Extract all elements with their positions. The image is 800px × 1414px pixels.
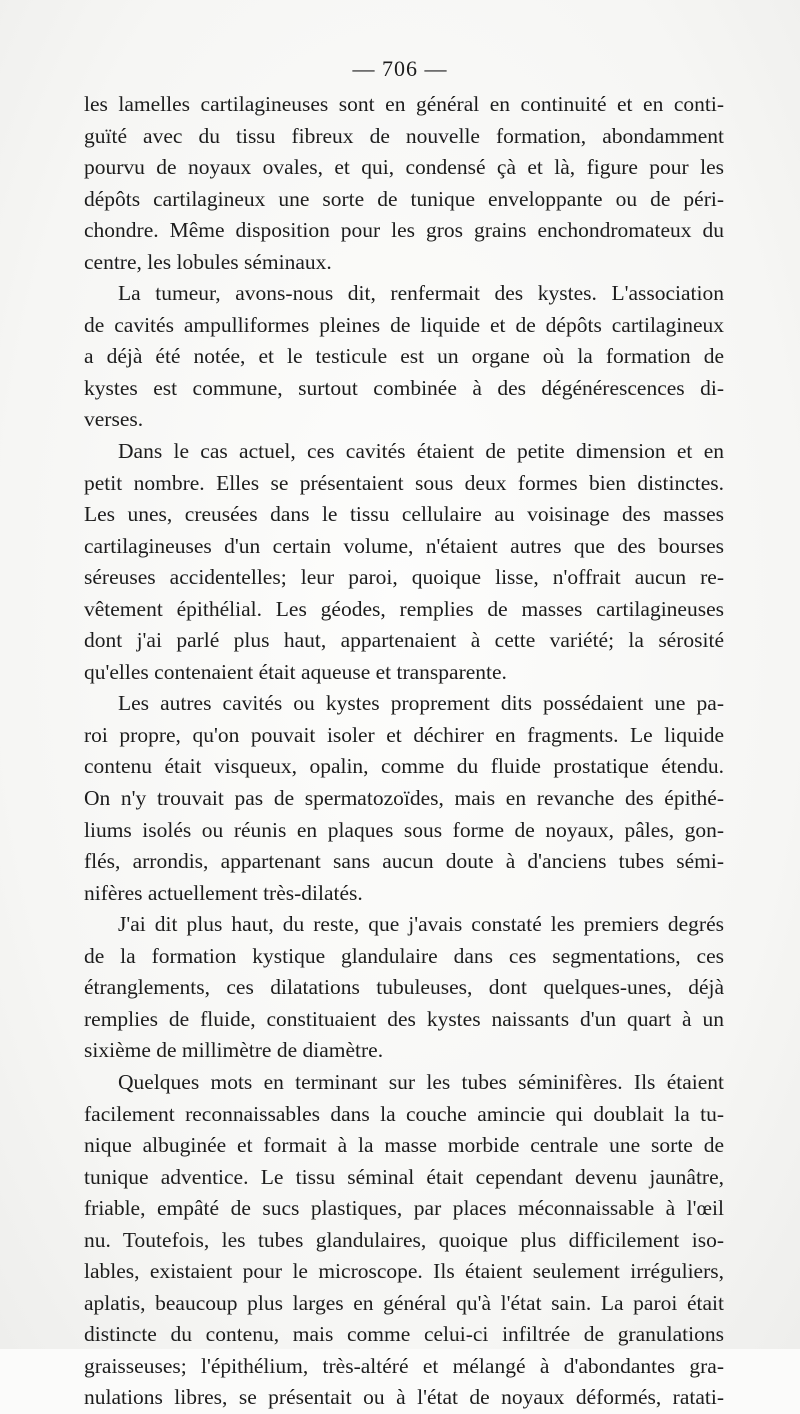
text-line: La tumeur, avons-nous dit, renfermait des kystes. L'association — [118, 281, 724, 306]
text-line: nulations libres, se présentait ou à l'état de noyaux déformés, ratati- — [84, 1385, 724, 1410]
body-text — [84, 89, 724, 1414]
text-line: sixième de millimètre de diamètre. — [84, 1038, 384, 1063]
text-line: contenu était visqueux, opalin, comme du fluide prostatique étendu. — [84, 754, 724, 779]
text-line: friable, empâté de sucs plastiques, par places méconnaissable à l'œil — [84, 1196, 724, 1221]
page-number: — 706 — — [352, 56, 448, 81]
text-line: On n'y trouvait pas de spermatozoïdes, mais en revanche des épithé- — [84, 786, 724, 811]
text-line: petit nombre. Elles se présentaient sous deux formes bien distinctes. — [84, 470, 724, 495]
text-line: aplatis, beaucoup plus larges en général qu'à l'état sain. La paroi était — [84, 1290, 724, 1315]
text-line: vêtement épithélial. Les géodes, remplies de masses cartilagineuses — [84, 596, 724, 621]
paragraph — [84, 1067, 724, 1414]
text-line: remplies de fluide, constituaient des kystes naissants d'un quart à un — [84, 1006, 724, 1031]
text-line: a déjà été notée, et le testicule est un organe où la formation de — [84, 344, 724, 369]
text-line: qu'elles contenaient était aqueuse et transparente. — [84, 659, 507, 684]
text-line: facilement reconnaissables dans la couche amincie qui doublait la tu- — [84, 1101, 724, 1126]
text-line: séreuses accidentelles; leur paroi, quoique lisse, n'offrait aucun re- — [84, 565, 724, 590]
text-line: flés, arrondis, appartenant sans aucun doute à d'anciens tubes sémi- — [84, 849, 724, 874]
text-line: Les unes, creusées dans le tissu cellulaire au voisinage des masses — [84, 502, 724, 527]
text-line: liums isolés ou réunis en plaques sous forme de noyaux, pâles, gon- — [84, 817, 724, 842]
text-line: étranglements, ces dilatations tubuleuses, dont quelques-unes, déjà — [84, 975, 724, 1000]
text-line: Les autres cavités ou kystes proprement dits possédaient une pa- — [118, 691, 724, 716]
text-line: lables, existaient pour le microscope. Ils étaient seulement irréguliers, — [84, 1259, 724, 1284]
text-line: dépôts cartilagineux une sorte de tunique enveloppante ou de péri- — [84, 186, 724, 211]
paragraph — [84, 909, 724, 1067]
text-line: Quelques mots en terminant sur les tubes séminifères. Ils étaient — [118, 1069, 724, 1094]
text-line: kystes est commune, surtout combinée à des dégénérescences di- — [84, 375, 724, 400]
paragraph — [84, 278, 724, 436]
text-line: guïté avec du tissu fibreux de nouvelle formation, abondamment — [84, 123, 724, 148]
text-line: pourvu de noyaux ovales, et qui, condensé çà et là, figure pour les — [84, 155, 724, 180]
text-line: nique albuginée et formait à la masse morbide centrale une sorte de — [84, 1133, 724, 1158]
paragraph — [84, 89, 724, 278]
text-line: dont j'ai parlé plus haut, appartenaient à cette variété; la sérosité — [84, 628, 724, 653]
text-line: nu. Toutefois, les tubes glandulaires, quoique plus difficilement iso- — [84, 1227, 724, 1252]
paragraph — [84, 688, 724, 909]
text-line: cartilagineuses d'un certain volume, n'étaient autres que des bourses — [84, 533, 724, 558]
text-line: centre, les lobules séminaux. — [84, 249, 332, 274]
text-line: J'ai dit plus haut, du reste, que j'avais constaté les premiers degrés — [118, 912, 724, 937]
text-line: nifères actuellement très-dilatés. — [84, 880, 363, 905]
text-line: de la formation kystique glandulaire dans ces segmentations, ces — [84, 943, 724, 968]
text-line: de cavités ampulliformes pleines de liquide et de dépôts cartilagineux — [84, 312, 724, 337]
text-line: graisseuses; l'épithélium, très-altéré et mélangé à d'abondantes gra- — [84, 1353, 724, 1378]
text-line: verses. — [84, 407, 144, 432]
text-line: les lamelles cartilagineuses sont en général en continuité et en conti- — [84, 92, 724, 116]
text-line: tunique adventice. Le tissu séminal était cependant devenu jaunâtre, — [84, 1164, 724, 1189]
text-line: chondre. Même disposition pour les gros grains enchondromateux du — [84, 218, 724, 243]
text-line: distincte du contenu, mais comme celui-ci infiltrée de granulations — [84, 1322, 724, 1347]
paragraph — [84, 436, 724, 688]
text-line: Dans le cas actuel, ces cavités étaient de petite dimension et en — [118, 439, 724, 464]
text-line: roi propre, qu'on pouvait isoler et déchirer en fragments. Le liquide — [84, 722, 724, 747]
